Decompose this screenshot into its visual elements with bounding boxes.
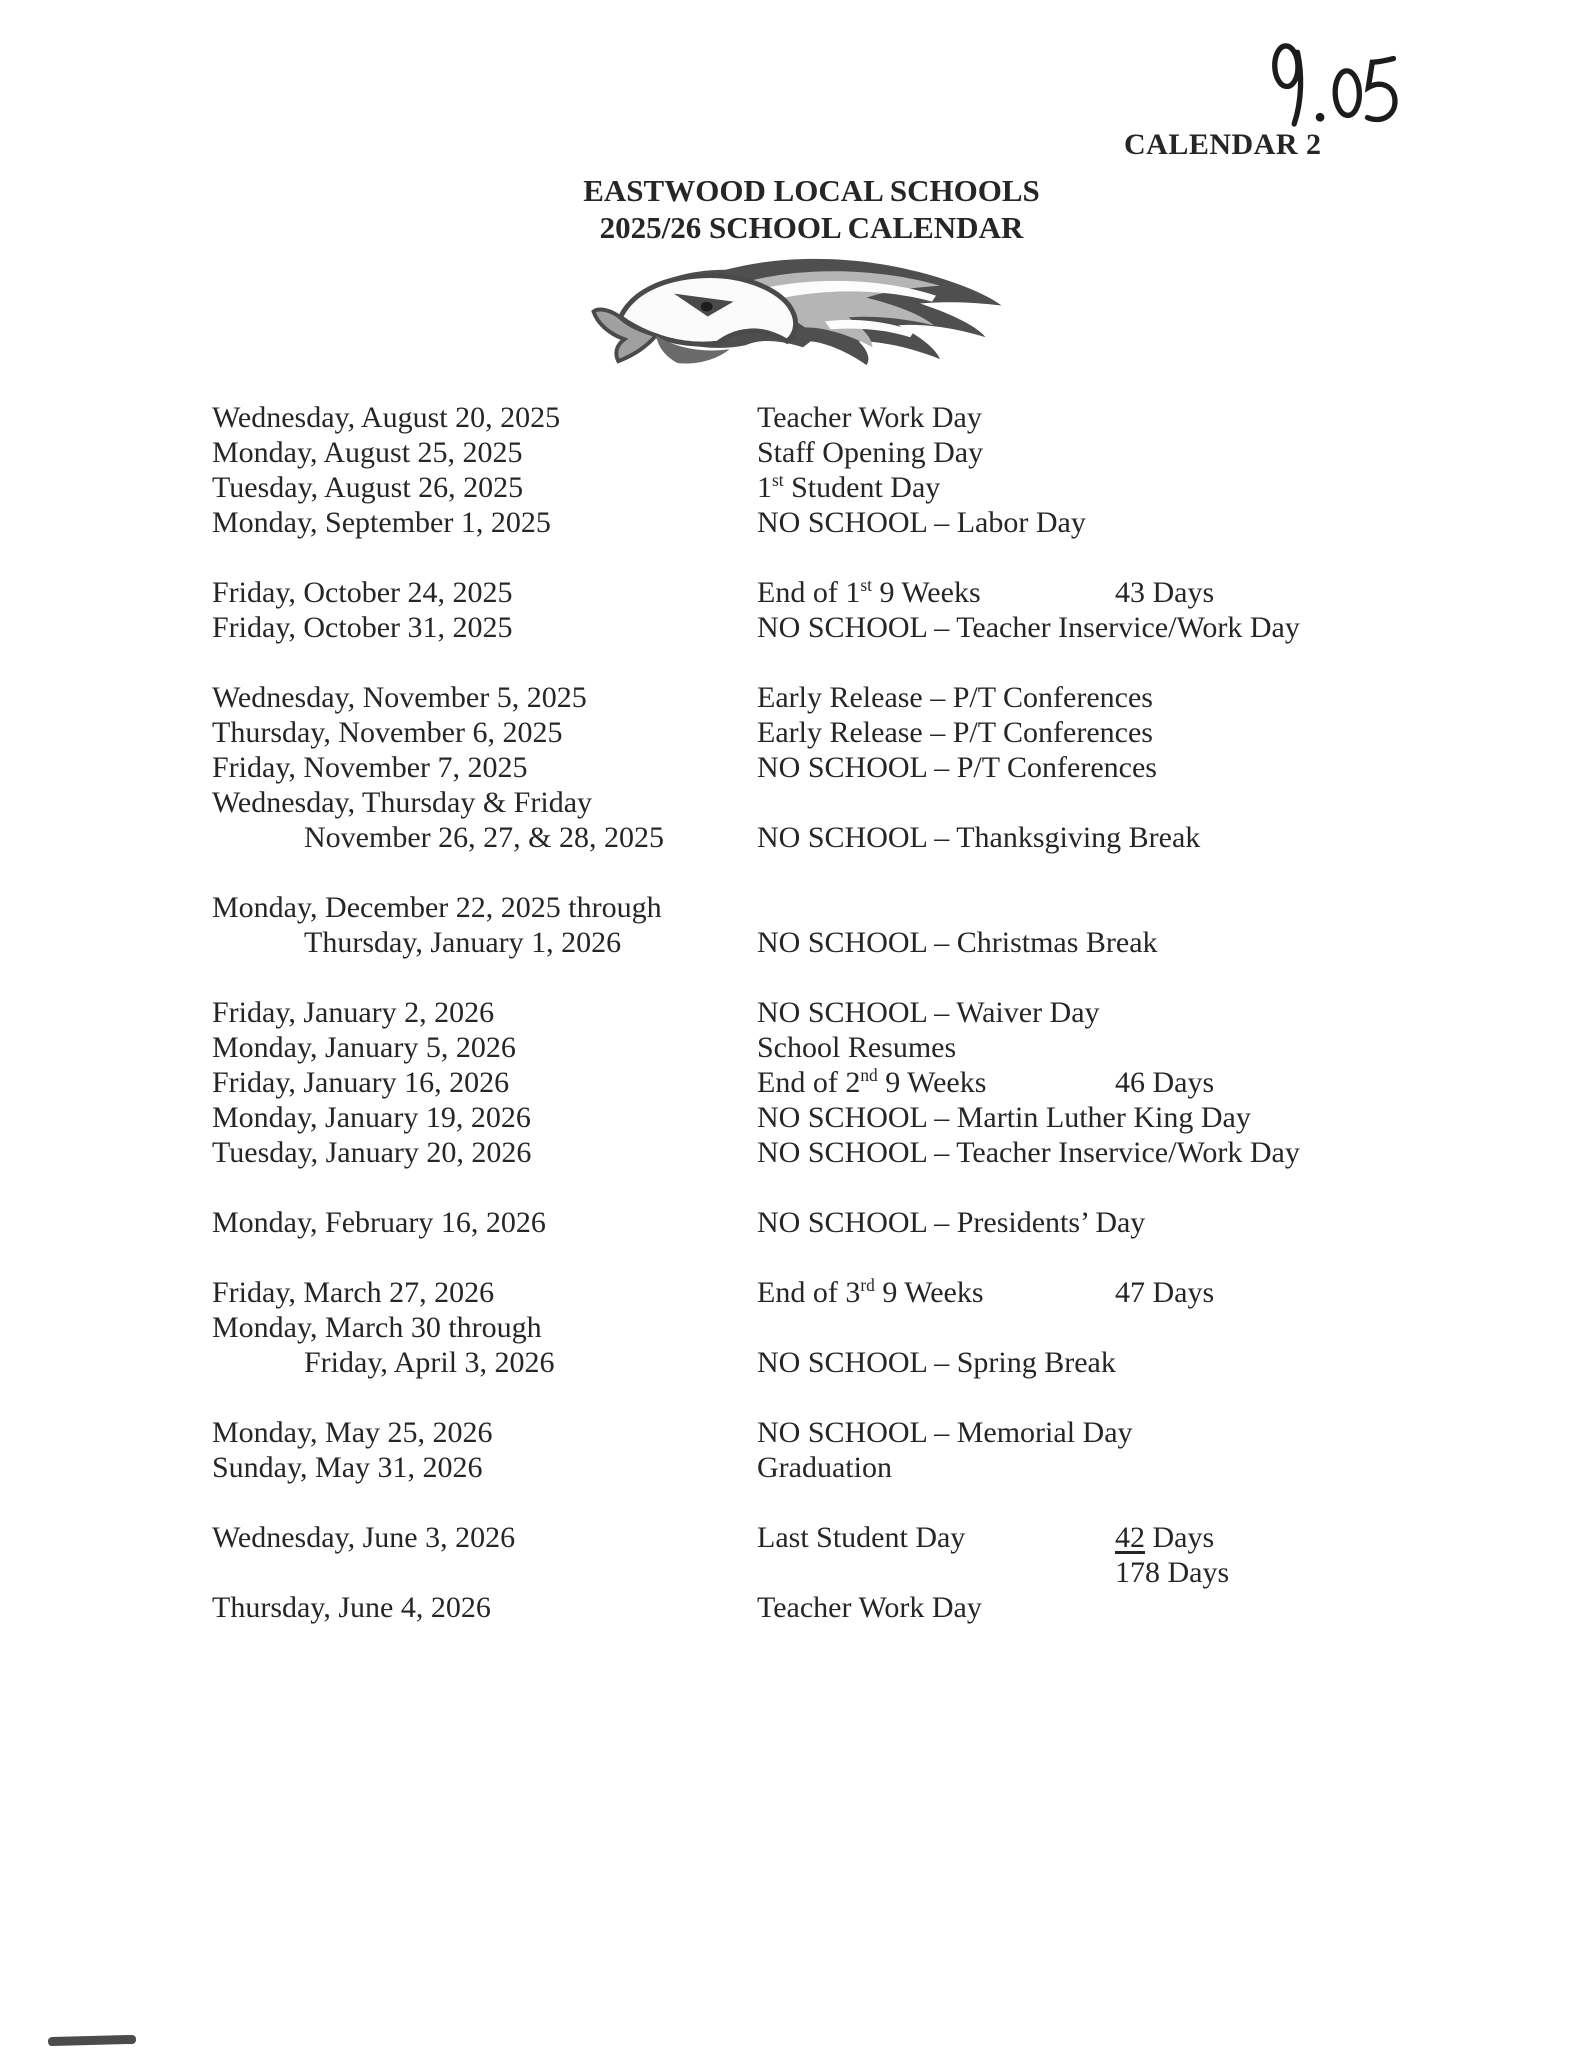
date-cell: Friday, April 3, 2026: [304, 1346, 555, 1379]
schedule-row: [212, 435, 1552, 470]
date-cell: Wednesday, Thursday & Friday: [212, 786, 593, 819]
event-cell: NO SCHOOL – Waiver Day: [757, 996, 1100, 1029]
event-cell: Teacher Work Day: [757, 401, 982, 434]
schedule-row: [212, 715, 1552, 750]
schedule-row: [212, 610, 1552, 645]
schedule-row: [212, 1205, 1552, 1240]
schedule-row: [212, 1030, 1552, 1065]
event-cell: [757, 470, 940, 505]
event-cell: NO SCHOOL – Memorial Day: [757, 1416, 1133, 1449]
text-segment: 9 Weeks: [871, 576, 981, 609]
text-segment: 9 Weeks: [877, 1066, 987, 1099]
schedule-row: [212, 575, 1552, 610]
schedule-row: [212, 1345, 1552, 1380]
schedule-block: [212, 575, 1552, 645]
schedule-row: [212, 1275, 1552, 1310]
schedule-row: [212, 1065, 1552, 1100]
ordinal-suffix: st: [860, 575, 872, 595]
schedule-row: [212, 925, 1552, 960]
days-cell: 47 Days: [1115, 1276, 1215, 1309]
date-cell: Monday, September 1, 2025: [212, 506, 551, 539]
schedule-row: [212, 1415, 1552, 1450]
date-cell: Sunday, May 31, 2026: [212, 1451, 483, 1484]
eagle-logo: [586, 244, 1012, 378]
schedule-block: [212, 890, 1552, 960]
schedule: [212, 400, 1552, 1625]
event-cell: [757, 575, 981, 610]
page-title: [20, 172, 1583, 246]
ordinal-suffix: st: [772, 470, 784, 490]
text-segment: Student Day: [783, 471, 941, 504]
text-segment: 1: [757, 471, 772, 504]
calendar-year-title: 2025/26 SCHOOL CALENDAR: [599, 210, 1024, 245]
date-cell: Friday, October 31, 2025: [212, 611, 513, 644]
text-segment: End of 3: [757, 1276, 861, 1309]
schedule-row: [212, 785, 1552, 820]
event-cell: NO SCHOOL – P/T Conferences: [757, 751, 1157, 784]
date-cell: Thursday, November 6, 2025: [212, 716, 563, 749]
text-segment: Days: [1145, 1521, 1215, 1554]
date-cell: Monday, December 22, 2025 through: [212, 891, 662, 924]
date-cell: Monday, February 16, 2026: [212, 1206, 546, 1239]
text-segment: End of 2: [757, 1066, 861, 1099]
schedule-row: [212, 470, 1552, 505]
event-cell: School Resumes: [757, 1031, 957, 1064]
date-cell: Monday, August 25, 2025: [212, 436, 523, 469]
date-cell: Monday, May 25, 2026: [212, 1416, 493, 1449]
schedule-row: [212, 750, 1552, 785]
event-cell: Teacher Work Day: [757, 1591, 982, 1624]
event-cell: Early Release – P/T Conferences: [757, 681, 1153, 714]
schedule-row: [212, 1450, 1552, 1485]
date-cell: Wednesday, August 20, 2025: [212, 401, 561, 434]
date-cell: Tuesday, January 20, 2026: [212, 1136, 532, 1169]
date-cell: Tuesday, August 26, 2025: [212, 471, 524, 504]
text-segment: 9 Weeks: [874, 1276, 984, 1309]
schedule-row: [212, 1135, 1552, 1170]
date-cell: Friday, November 7, 2025: [212, 751, 528, 784]
days-cell: 46 Days: [1115, 1066, 1215, 1099]
event-cell: Graduation: [757, 1451, 892, 1484]
date-cell: Wednesday, June 3, 2026: [212, 1521, 516, 1554]
schedule-row: [212, 1520, 1552, 1555]
schedule-block: [212, 995, 1552, 1170]
text-segment: End of 1: [757, 576, 861, 609]
schedule-row: [212, 820, 1552, 855]
event-cell: Last Student Day: [757, 1521, 966, 1554]
eagle-head-icon: [586, 244, 1012, 378]
ordinal-suffix: nd: [860, 1065, 878, 1085]
date-cell: Monday, January 5, 2026: [212, 1031, 516, 1064]
handwritten-grade-note: [1256, 32, 1404, 137]
scan-artifact-smudge: [48, 2035, 136, 2046]
date-cell: Friday, January 16, 2026: [212, 1066, 510, 1099]
days-cell: 178 Days: [1115, 1556, 1230, 1589]
days-cell: [1115, 1520, 1214, 1555]
underlined-value: 42: [1115, 1521, 1145, 1554]
schedule-row: [212, 1555, 1552, 1590]
event-cell: NO SCHOOL – Spring Break: [757, 1346, 1116, 1379]
event-cell: NO SCHOOL – Christmas Break: [757, 926, 1158, 959]
date-cell: Wednesday, November 5, 2025: [212, 681, 587, 714]
schedule-block: [212, 1520, 1552, 1625]
event-cell: NO SCHOOL – Martin Luther King Day: [757, 1101, 1251, 1134]
schedule-block: [212, 680, 1552, 855]
date-cell: Thursday, January 1, 2026: [304, 926, 622, 959]
schedule-row: [212, 505, 1552, 540]
schedule-row: [212, 1310, 1552, 1345]
event-cell: Staff Opening Day: [757, 436, 984, 469]
schedule-block: [212, 1205, 1552, 1240]
event-cell: [757, 1275, 984, 1310]
event-cell: Early Release – P/T Conferences: [757, 716, 1153, 749]
calendar-number-label: CALENDAR 2: [1124, 128, 1322, 161]
date-cell: Friday, January 2, 2026: [212, 996, 495, 1029]
schedule-block: [212, 400, 1552, 540]
schedule-row: [212, 1590, 1552, 1625]
date-cell: Friday, March 27, 2026: [212, 1276, 495, 1309]
date-cell: Monday, March 30 through: [212, 1311, 542, 1344]
date-cell: Monday, January 19, 2026: [212, 1101, 531, 1134]
event-cell: [757, 1065, 986, 1100]
schedule-block: [212, 1415, 1552, 1485]
event-cell: NO SCHOOL – Labor Day: [757, 506, 1086, 539]
event-cell: NO SCHOOL – Teacher Inservice/Work Day: [757, 1136, 1300, 1169]
event-cell: NO SCHOOL – Presidents’ Day: [757, 1206, 1146, 1239]
ordinal-suffix: rd: [860, 1275, 875, 1295]
days-cell: 43 Days: [1115, 576, 1215, 609]
date-cell: Friday, October 24, 2025: [212, 576, 513, 609]
schedule-block: [212, 1275, 1552, 1380]
schedule-row: [212, 400, 1552, 435]
event-cell: NO SCHOOL – Teacher Inservice/Work Day: [757, 611, 1300, 644]
schedule-row: [212, 890, 1552, 925]
school-name: EASTWOOD LOCAL SCHOOLS: [583, 173, 1040, 208]
schedule-row: [212, 680, 1552, 715]
date-cell: November 26, 27, & 28, 2025: [304, 821, 664, 854]
event-cell: NO SCHOOL – Thanksgiving Break: [757, 821, 1201, 854]
handwriting-9.05-strokes: [1256, 32, 1404, 137]
schedule-row: [212, 995, 1552, 1030]
schedule-row: [212, 1100, 1552, 1135]
date-cell: Thursday, June 4, 2026: [212, 1591, 491, 1624]
